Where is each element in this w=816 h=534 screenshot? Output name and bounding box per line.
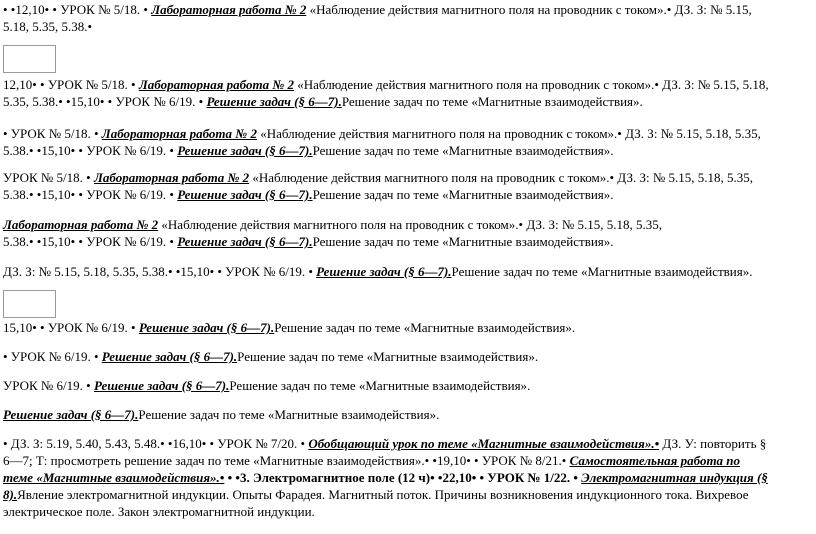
text-run: «Наблюдение действия магнитного поля на проводник с током».• ДЗ. З: № 5.15, 5.18, 5.35, <box>249 170 754 185</box>
text-line <box>3 486 811 503</box>
emphasized-heading: Решение задач (§ 6—7). <box>177 234 313 249</box>
emphasized-heading: теме «Магнитные взаимодействия».• <box>3 470 225 485</box>
paragraph-6 <box>3 263 811 280</box>
text-run: ДЗ. З: № 5.15, 5.18, 5.35, 5.38.• •15,10• • УРОК № 6/19. • <box>3 264 317 279</box>
paragraph-3 <box>3 125 811 159</box>
text-run: 12,10• • УРОК № 5/18. • <box>3 77 139 92</box>
text-run: Решение задач по теме «Магнитные взаимодействия». <box>237 349 539 364</box>
emphasized-heading: Лабораторная работа № 2 <box>101 126 257 141</box>
text-run: «Наблюдение действия магнитного поля на проводник с током».• ДЗ. З: № 5.15, 5.18, 5.35, <box>256 126 761 141</box>
emphasized-heading: Решение задач (§ 6—7). <box>101 349 238 364</box>
paragraph-4 <box>3 169 811 203</box>
text-run: • УРОК № 6/19. • <box>3 349 102 364</box>
text-line <box>3 469 811 486</box>
emphasized-heading: Электромагнитная индукция (§ <box>581 470 768 485</box>
text-line <box>3 216 811 233</box>
text-run: Решение задач по теме «Магнитные взаимодействия». <box>312 187 614 202</box>
text-run: «Наблюдение действия магнитного поля на проводник с током».• ДЗ. З: № 5.15, <box>306 2 752 17</box>
text-line <box>3 435 811 452</box>
text-line <box>3 169 811 186</box>
text-line <box>3 503 811 520</box>
text-run: Явление электромагнитной индукции. Опыты Фарадея. Магнитный поток. Причины возникновения индукционного тока. Вихревое <box>17 487 749 502</box>
paragraph-2 <box>3 76 811 110</box>
text-line <box>3 142 811 159</box>
text-run: 5.35, 5.38.• •15,10• • УРОК № 6/19. • <box>3 94 207 109</box>
text-run: УРОК № 5/18. • <box>3 170 94 185</box>
paragraph-8 <box>3 348 811 365</box>
text-line <box>3 452 811 469</box>
emphasized-heading: 8). <box>3 487 18 502</box>
text-run: Решение задач по теме «Магнитные взаимодействия». <box>138 407 440 422</box>
text-run: Решение задач по теме «Магнитные взаимодействия». <box>274 320 576 335</box>
text-run: 5.38.• •15,10• • УРОК № 6/19. • <box>3 234 178 249</box>
text-line <box>3 76 811 93</box>
text-run: Решение задач по теме «Магнитные взаимодействия». <box>312 143 614 158</box>
paragraph-5 <box>3 216 811 250</box>
text-run: • •3. Электромагнитное поле (12 ч)• •22,10• • УРОК № 1/22. • <box>224 470 582 485</box>
text-line <box>3 233 811 250</box>
text-line <box>3 18 811 35</box>
text-run: электрическое поле. Закон электромагнитной индукции. <box>3 504 315 519</box>
text-run: УРОК № 6/19. • <box>3 378 94 393</box>
empty-frame-1 <box>3 45 56 73</box>
emphasized-heading: Лабораторная работа № 2 <box>138 77 294 92</box>
emphasized-heading: Решение задач (§ 6—7). <box>138 320 275 335</box>
text-run: Решение задач по теме «Магнитные взаимодействия». <box>312 234 614 249</box>
text-line <box>3 263 811 280</box>
text-line <box>3 377 811 394</box>
emphasized-heading: Решение задач (§ 6—7). <box>177 187 313 202</box>
text-run: «Наблюдение действия магнитного поля на проводник с током».• ДЗ. З: № 5.15, 5.18, <box>294 77 769 92</box>
paragraph-9 <box>3 377 811 394</box>
text-run: «Наблюдение действия магнитного поля на проводник с током».• ДЗ. З: № 5.15, 5.18, 5.35, <box>158 217 663 232</box>
empty-frame-2 <box>3 290 56 318</box>
emphasized-heading: Лабораторная работа № 2 <box>93 170 250 185</box>
emphasized-heading: Решение задач (§ 6—7). <box>93 378 230 393</box>
text-run: • •12,10• • УРОК № 5/18. • <box>3 2 152 17</box>
text-run: 15,10• • УРОК № 6/19. • <box>3 320 139 335</box>
text-run: Решение задач по теме «Магнитные взаимодействия». <box>341 94 643 109</box>
paragraph-10 <box>3 406 811 423</box>
text-run: 5.18, 5.35, 5.38.• <box>3 19 93 34</box>
text-line <box>3 348 811 365</box>
text-run: • УРОК № 5/18. • <box>3 126 102 141</box>
text-line <box>3 125 811 142</box>
emphasized-heading: Решение задач (§ 6—7). <box>3 407 139 422</box>
text-line <box>3 406 811 423</box>
paragraph-1 <box>3 1 811 35</box>
text-run: 5.38.• •15,10• • УРОК № 6/19. • <box>3 143 178 158</box>
emphasized-heading: Лабораторная работа № 2 <box>3 217 159 232</box>
text-run: Решение задач по теме «Магнитные взаимодействия». <box>451 264 753 279</box>
emphasized-heading: Лабораторная работа № 2 <box>151 2 307 17</box>
paragraph-7 <box>3 319 811 336</box>
text-run: Решение задач по теме «Магнитные взаимодействия». <box>229 378 531 393</box>
emphasized-heading: Обобщающий урок по теме «Магнитные взаимодействия».• <box>308 436 660 451</box>
emphasized-heading: Решение задач (§ 6—7). <box>316 264 452 279</box>
emphasized-heading: Самостоятельная работа по <box>569 453 741 468</box>
text-line <box>3 319 811 336</box>
paragraph-11 <box>3 435 811 520</box>
text-line <box>3 1 811 18</box>
text-run: 6—7; Т: просмотреть решение задач по теме «Магнитные взаимодействия».• •19,10• • УРОК № 8/21.• <box>3 453 570 468</box>
text-run: 5.38.• •15,10• • УРОК № 6/19. • <box>3 187 178 202</box>
text-line <box>3 93 811 110</box>
text-run: ДЗ. У: повторить § <box>659 436 767 451</box>
emphasized-heading: Решение задач (§ 6—7). <box>177 143 313 158</box>
text-line <box>3 186 811 203</box>
emphasized-heading: Решение задач (§ 6—7). <box>206 94 342 109</box>
text-run: • ДЗ. З: 5.19, 5.40, 5.43, 5.48.• •16,10• • УРОК № 7/20. • <box>3 436 309 451</box>
